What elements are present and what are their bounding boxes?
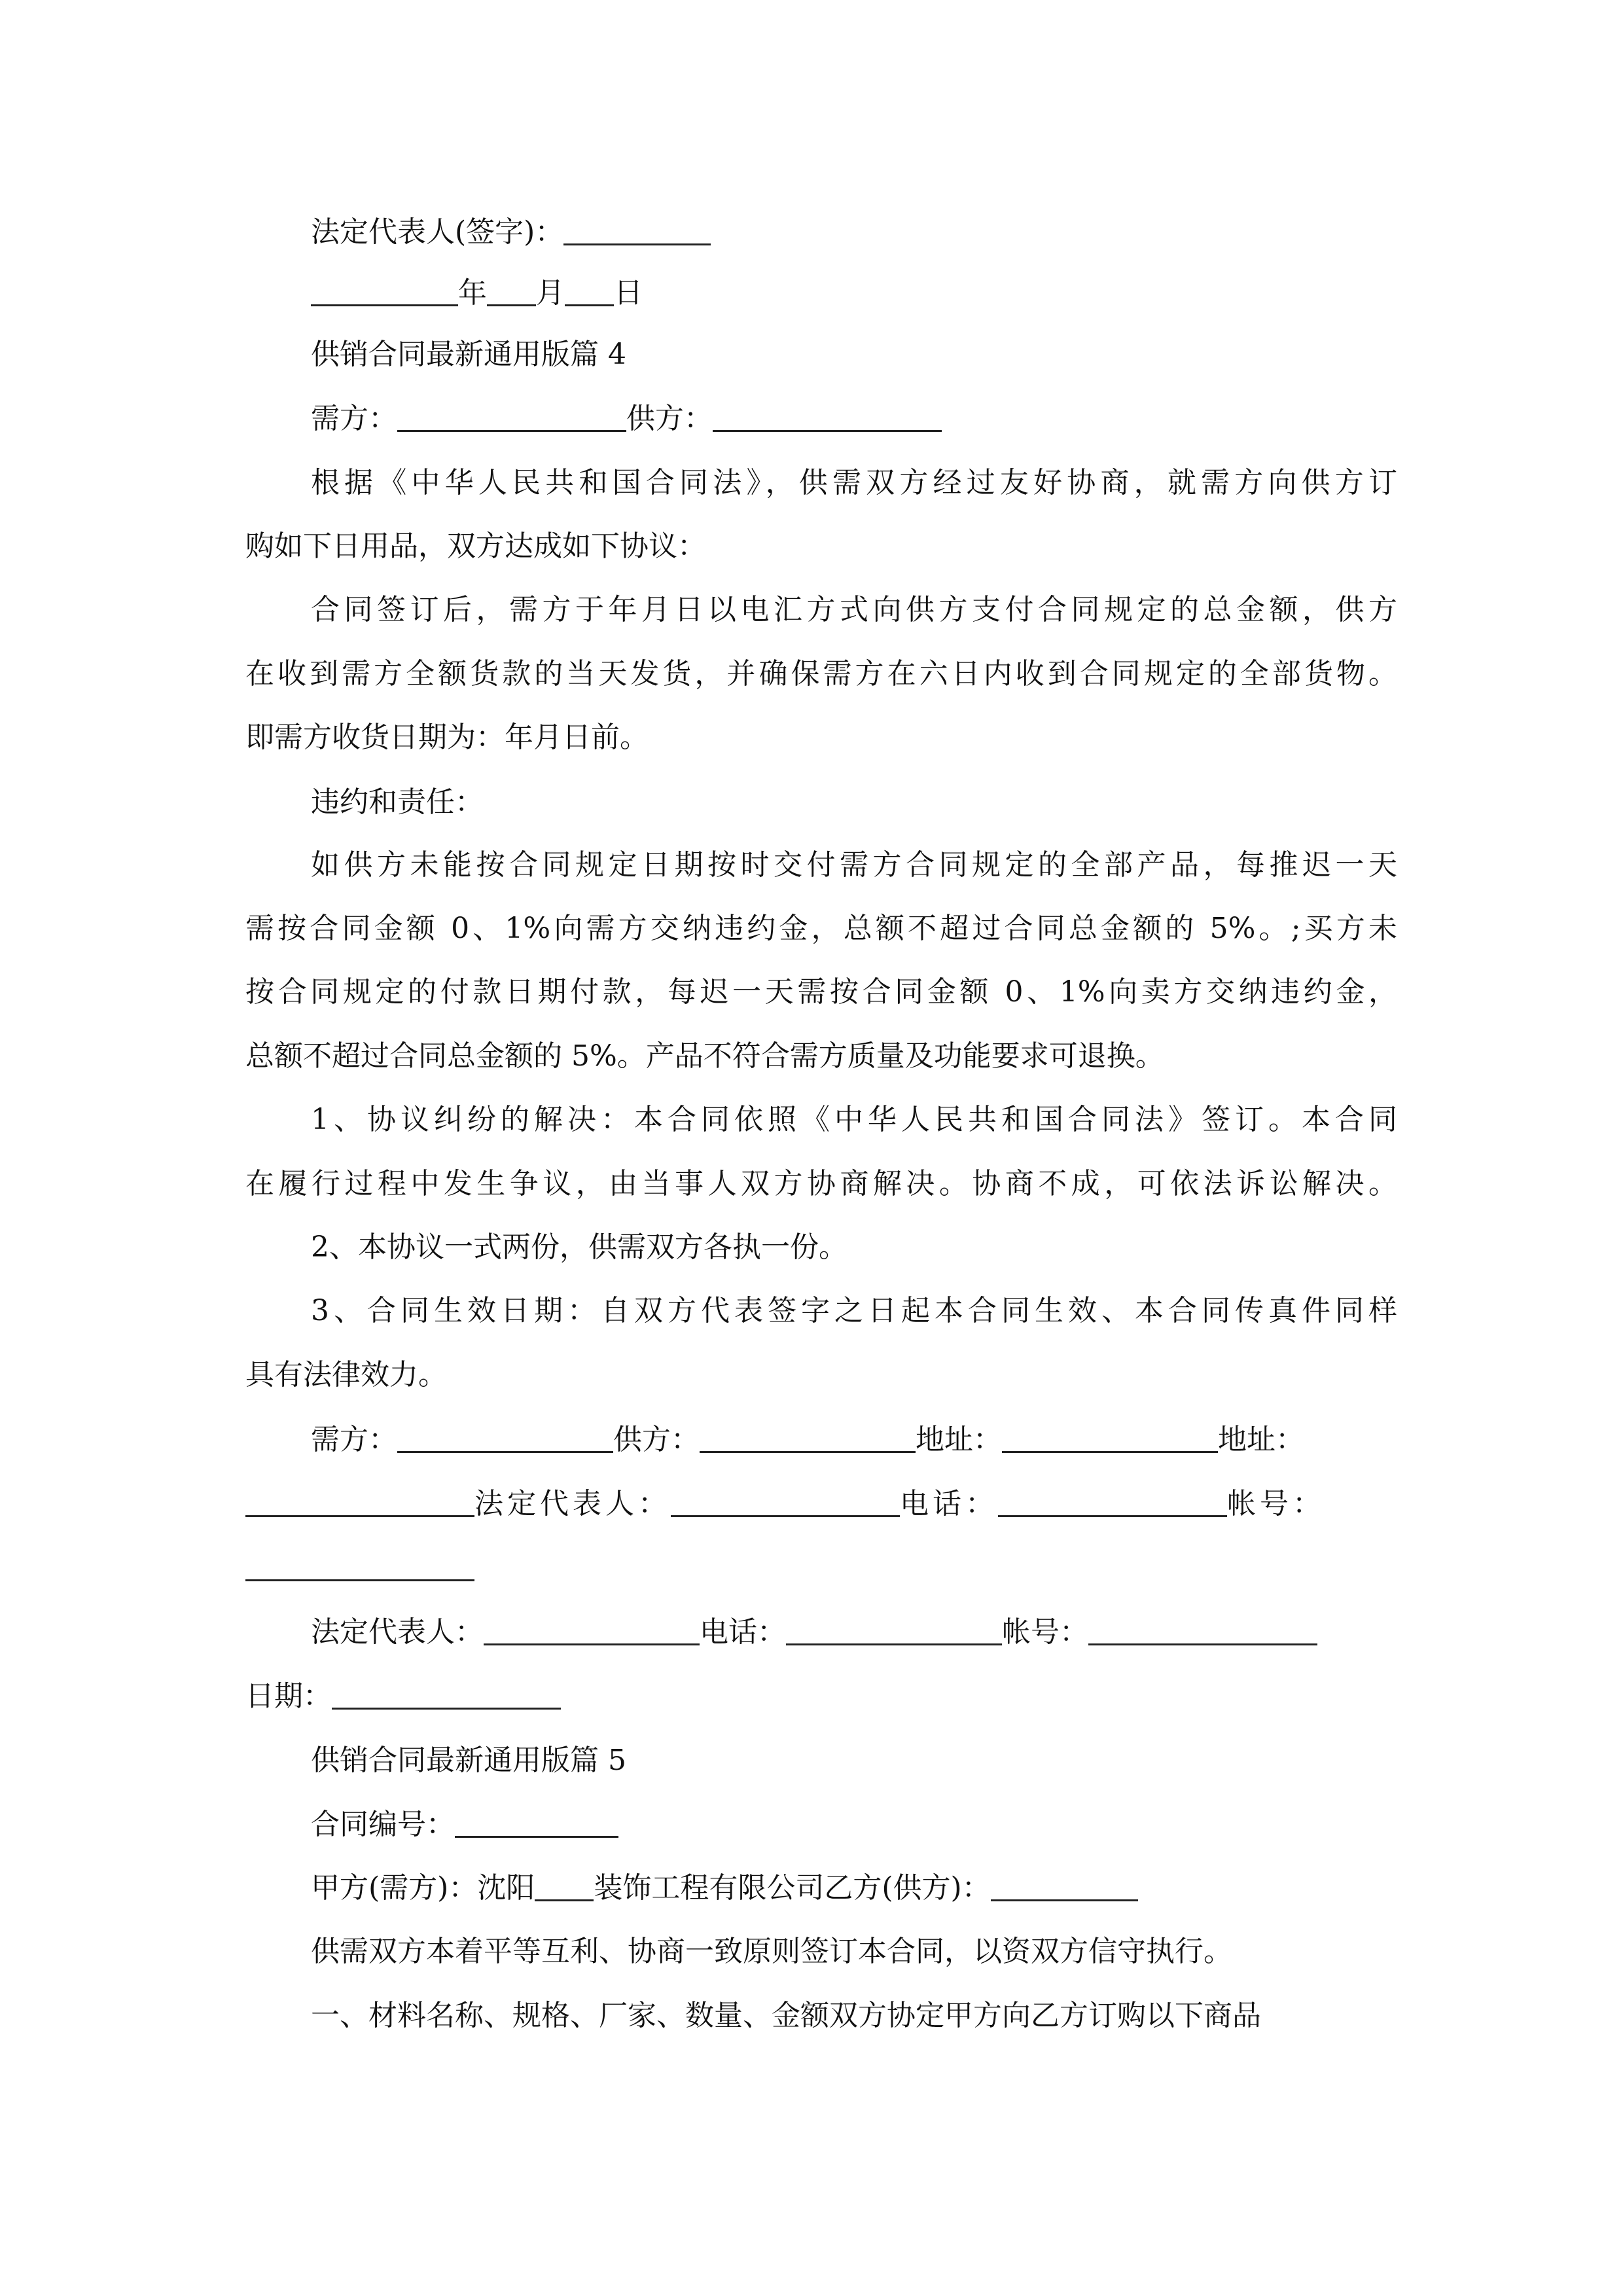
paragraph-line: 合同签订后，需方于年月日以电汇方式向供方支付合同规定的总金额，供方 (311, 593, 1397, 626)
date-blank[interactable] (332, 1677, 561, 1710)
paragraph-line: 在收到需方全额货款的当天发货，并确保需方在六日内收到合同规定的全部货物。 (245, 657, 1397, 691)
phone-blank[interactable] (998, 1485, 1227, 1517)
rep-blank[interactable] (671, 1485, 900, 1517)
signature-date-line: 年 月 日 (311, 274, 1397, 313)
party-address-line: 需方： 供方： 地址： 地址： (311, 1420, 1397, 1460)
party-a-b-line: 甲方(需方)：沈阳 装饰工程有限公司乙方(供方)： (311, 1869, 1397, 1908)
contract-number-blank[interactable] (455, 1806, 618, 1838)
date-line: 日期： (245, 1677, 1397, 1716)
paragraph-line: 供需双方本着平等互利、协商一致原则签订本合同，以资双方信守执行。 (311, 1935, 1232, 1968)
account-blank-line (245, 1549, 1397, 1588)
account-blank[interactable] (1088, 1613, 1317, 1645)
supplier-blank[interactable] (713, 400, 942, 432)
buyer-blank[interactable] (397, 400, 626, 432)
paragraph-line: 购如下日用品，双方达成如下协议： (245, 529, 706, 563)
contract-number-line: 合同编号： (311, 1805, 1397, 1844)
paragraph-line: 具有法律效力。 (245, 1358, 447, 1391)
supplier-blank[interactable] (700, 1421, 916, 1453)
day-blank[interactable] (565, 274, 614, 306)
phone-blank[interactable] (786, 1613, 1002, 1645)
paragraph-line: 需按合同金额 0、1%向需方交纳违约金，总额不超过合同总金额的 5%。;买方未 (245, 912, 1397, 945)
paragraph-line: 如供方未能按合同规定日期按时交付需方合同规定的全部产品，每推迟一天 (311, 848, 1397, 882)
legal-rep-signature-line: 法定代表人(签字)： (311, 213, 1397, 252)
section-heading-4: 供销合同最新通用版篇 4 (311, 338, 626, 371)
rep-phone-account-line: 法定代表人： 电话： 帐号： (311, 1613, 1397, 1652)
paragraph-line: 在履行过程中发生争议，由当事人双方协商解决。协商不成，可依法诉讼解决。 (245, 1167, 1397, 1200)
section-heading-5: 供销合同最新通用版篇 5 (311, 1744, 626, 1777)
buyer-blank[interactable] (397, 1421, 613, 1453)
paragraph-line: 3、合同生效日期：自双方代表签字之日起本合同生效、本合同传真件同样 (311, 1294, 1397, 1327)
year-blank[interactable] (311, 274, 458, 306)
paragraph-line: 2、本协议一式两份，供需双方各执一份。 (311, 1230, 847, 1264)
paragraph-line: 1、协议纠纷的解决：本合同依照《中华人民共和国合同法》签订。本合同 (311, 1103, 1397, 1136)
account-blank[interactable] (245, 1549, 474, 1581)
address-blank[interactable] (1002, 1421, 1218, 1453)
address-blank[interactable] (245, 1485, 474, 1517)
company-name-blank[interactable] (535, 1869, 594, 1901)
parties-line: 需方： 供方： (311, 399, 1397, 439)
rep-phone-account-line: 法定代表人： 电话： 帐号： (245, 1484, 1397, 1524)
month-blank[interactable] (487, 274, 536, 306)
paragraph-line: 按合同规定的付款日期付款，每迟一天需按合同金额 0、1%向卖方交纳违约金， (245, 975, 1397, 1009)
paragraph-line: 即需方收货日期为：年月日前。 (245, 721, 649, 754)
paragraph-line: 一、材料名称、规格、厂家、数量、金额双方协定甲方向乙方订购以下商品 (311, 1999, 1261, 2032)
paragraph-line: 总额不超过合同总金额的 5%。产品不符合需方质量及功能要求可退换。 (245, 1039, 1164, 1073)
rep-blank[interactable] (484, 1613, 700, 1645)
signature-blank[interactable] (563, 213, 711, 245)
paragraph-line: 根据《中华人民共和国合同法》，供需双方经过友好协商，就需方向供方订 (311, 466, 1397, 499)
paragraph-line: 违约和责任： (311, 785, 484, 819)
party-b-blank[interactable] (991, 1869, 1138, 1901)
